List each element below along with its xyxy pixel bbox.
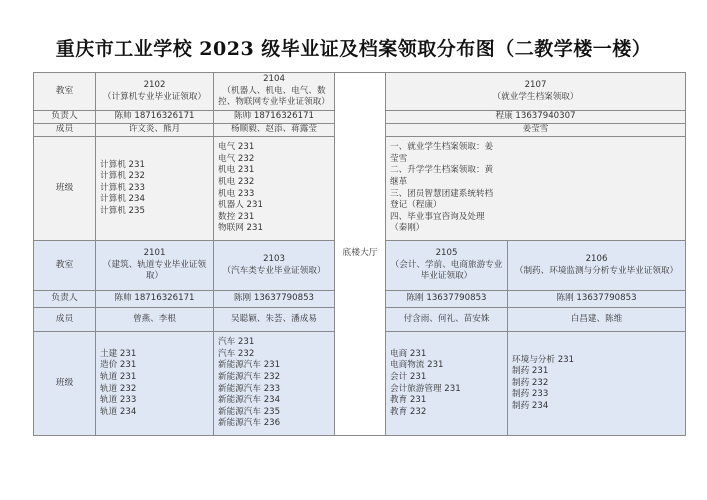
room-2107-members: 姜莹雪 [386, 124, 686, 137]
distribution-table [33, 72, 686, 436]
room-2106-head: 陈刚 13637790853 [508, 291, 686, 308]
room-2106-members: 白昌建、陈维 [508, 308, 686, 332]
class-item: 制药 232 [512, 377, 549, 388]
class-item: 数控 231 [218, 211, 255, 222]
class-item: 土建 231 [100, 348, 137, 359]
label-classroom: 教室 [34, 73, 96, 111]
class-item: 计算机 233 [100, 182, 145, 193]
room-2102-classes [96, 137, 214, 241]
room-2101-members: 曾燕、李根 [96, 308, 214, 332]
class-item: 机电 233 [218, 188, 255, 199]
label-members: 成员 [34, 124, 96, 137]
note-item: 一、就业学生档案领取：姜莹雪 [390, 142, 494, 164]
room-2104-head: 陈帅 18716326171 [214, 111, 335, 124]
room-2104-classes [214, 137, 335, 241]
upper-classroom-row [34, 73, 686, 111]
class-item: 轨道 232 [100, 383, 137, 394]
class-item: 电商 231 [390, 348, 427, 359]
room-2101-head: 陈帅 18716326171 [96, 291, 214, 308]
room-2106-classes [508, 332, 686, 436]
class-item: 新能源汽车 233 [218, 383, 281, 394]
room-2102-cell [96, 73, 214, 111]
room-number: 2102 [143, 79, 166, 90]
room-2102-head: 陈帅 18716326171 [96, 111, 214, 124]
room-2103-head: 陈刚 13637790853 [214, 291, 335, 308]
room-2103-cell [214, 241, 335, 291]
room-2103-classes [214, 332, 335, 436]
room-number: 2107 [524, 79, 547, 90]
room-purpose: （机器人、机电、电气、数控、物联网专业毕业证领取） [218, 85, 330, 108]
class-item: 会计旅游管理 231 [390, 383, 461, 394]
room-purpose: （会计、学前、电商旅游专业毕业证领取） [390, 259, 503, 282]
hall-cell: 底楼大厅 [335, 73, 386, 436]
note-item: 四、毕业事宜咨询及处理（秦刚） [390, 211, 485, 234]
room-2107-notes [386, 137, 686, 241]
room-2105-head: 陈刚 13637790853 [386, 291, 508, 308]
room-2107-cell [386, 73, 686, 111]
class-item: 制药 234 [512, 400, 549, 411]
room-purpose: （就业学生档案领取） [492, 91, 579, 102]
room-2101-cell [96, 241, 214, 291]
class-item: 造价 231 [100, 360, 137, 371]
class-item: 教育 232 [390, 406, 427, 417]
label-head: 负责人 [34, 111, 96, 124]
note-list [390, 142, 500, 235]
class-item: 新能源汽车 232 [218, 371, 281, 382]
room-2104-members: 杨顺毅、赵添、蒋露莹 [214, 124, 335, 137]
class-item: 新能源汽车 236 [218, 418, 281, 429]
class-item: 计算机 232 [100, 171, 145, 182]
room-2101-classes [96, 332, 214, 436]
class-item: 电商物流 231 [390, 360, 444, 371]
class-item: 会计 231 [390, 371, 427, 382]
class-item: 新能源汽车 235 [218, 406, 281, 417]
room-2105-cell [386, 241, 508, 291]
label-classes: 班级 [34, 332, 96, 436]
class-item: 环境与分析 231 [512, 354, 575, 365]
class-item: 计算机 235 [100, 205, 145, 216]
class-item: 计算机 234 [100, 194, 145, 205]
class-item: 新能源汽车 234 [218, 395, 281, 406]
class-item: 电气 231 [218, 142, 255, 153]
class-item: 机电 231 [218, 165, 255, 176]
room-purpose: （汽车类专业毕业证领取） [222, 265, 326, 276]
room-number: 2106 [585, 253, 608, 264]
class-item: 电气 232 [218, 153, 255, 164]
class-item: 计算机 231 [100, 159, 145, 170]
class-item: 轨道 234 [100, 406, 137, 417]
room-number: 2105 [435, 248, 458, 259]
label-head: 负责人 [34, 291, 96, 308]
room-2103-members: 吴聪颖、朱荟、潘成易 [214, 308, 335, 332]
room-2106-cell [508, 241, 686, 291]
room-purpose: （制药、环境监测与分析专业毕业证领取） [514, 265, 679, 276]
class-item: 汽车 231 [218, 337, 255, 348]
label-classes: 班级 [34, 137, 96, 241]
class-item: 轨道 233 [100, 395, 137, 406]
class-item: 教育 231 [390, 395, 427, 406]
label-members: 成员 [34, 308, 96, 332]
room-2105-members: 付含雨、何礼、苗安姝 [386, 308, 508, 332]
room-purpose: （建筑、轨道专业毕业证领取） [102, 259, 207, 282]
page-title: 重庆市工业学校 2023 级毕业证及档案领取分布图（二教学楼一楼） [55, 38, 652, 60]
class-item: 机器人 231 [218, 200, 263, 211]
class-item: 汽车 232 [218, 348, 255, 359]
class-item: 制药 233 [512, 389, 549, 400]
room-2104-cell [214, 73, 335, 111]
class-item: 机电 232 [218, 176, 255, 187]
class-item: 物联网 231 [218, 223, 263, 234]
room-2102-members: 许文炎、熊月 [96, 124, 214, 137]
class-item: 制药 231 [512, 366, 549, 377]
label-classroom: 教室 [34, 241, 96, 291]
class-item: 轨道 231 [100, 371, 137, 382]
room-purpose: （计算机专业毕业证领取） [102, 91, 207, 102]
room-2105-classes [386, 332, 508, 436]
room-2107-head: 程康 13637940307 [386, 111, 686, 124]
room-number: 2101 [143, 248, 166, 259]
note-item: 三、团员智慧团建系统转档登记（程康） [390, 188, 494, 211]
room-number: 2104 [263, 74, 285, 85]
room-number: 2103 [263, 253, 285, 264]
class-item: 新能源汽车 231 [218, 360, 281, 371]
note-item: 二、升学学生档案领取：黄继革 [390, 165, 494, 187]
